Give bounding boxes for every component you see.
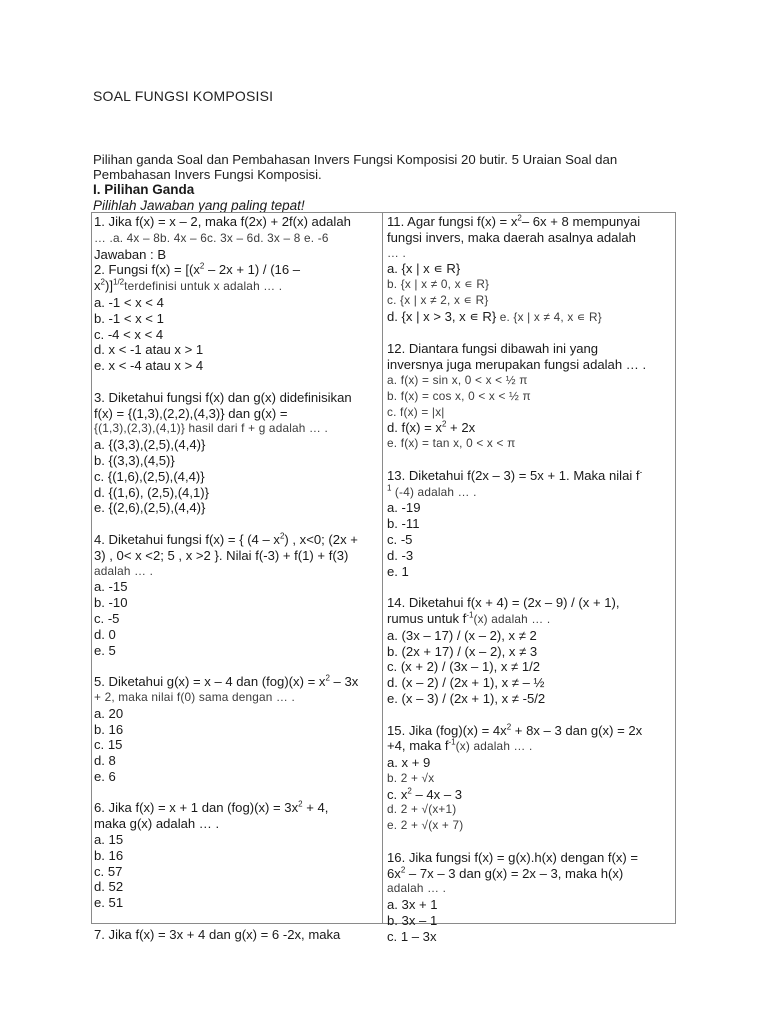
option-e: e. 51 <box>94 895 124 911</box>
option-b: b. -11 <box>387 516 420 532</box>
question-text: maka g(x) adalah … . <box>94 816 220 832</box>
question-text: adalah … . <box>387 881 447 896</box>
option-a: a. -15 <box>94 579 128 595</box>
question-text: 13. Diketahui f(2x – 3) = 5x + 1. Maka nilai f- <box>387 467 643 483</box>
answer-key: Jawaban : B <box>94 246 167 262</box>
option-a: a. 20 <box>94 705 124 721</box>
option-a: a. {(3,3),(2,5),(4,4)} <box>94 437 206 453</box>
question-text: 5. Diketahui g(x) = x – 4 dan $(fog)(x) = x^2 - 3x$ <box>94 673 359 690</box>
option-c: c. {x | x ≠ 2, x ∊ R} <box>387 292 489 307</box>
question-text: +4, maka $f^{-1}(x)$ adalah … . <box>387 737 533 754</box>
option-e: e. 1 <box>387 563 409 579</box>
option-d: d. 0 <box>94 626 116 642</box>
question-text: 7. Jika f(x) = 3x + 4 dan g(x) = 6 -2x, maka <box>94 926 341 942</box>
option-a: a. x + 9 <box>387 755 431 771</box>
intro-paragraph: Pilihan ganda Soal dan Pembahasan Invers Fungsi Komposisi 20 butir. 5 Uraian Soal dan Pembahasan Invers Fungsi Komposisi. <box>93 152 618 182</box>
question-13 <box>387 468 673 580</box>
option-b: b. f(x) = cos x, 0 < x < ½ π <box>387 388 531 403</box>
option-d: d. 52 <box>94 879 124 895</box>
document-title: SOAL FUNGSI KOMPOSISI <box>93 88 274 104</box>
option-b: b. -10 <box>94 595 128 611</box>
option-b: b. {(3,3),(4,5)} <box>94 452 175 468</box>
option-a: a. f(x) = sin x, 0 < x < ½ π <box>387 372 528 387</box>
question-text: … . <box>387 245 406 260</box>
option-d-e: d. {x | x > 3, x ∊ R} e. {x | x ≠ 4, x ∊ R} <box>387 308 602 324</box>
option-d: d. -3 <box>387 547 414 563</box>
option-e: e. (x – 3) / (2x + 1), x ≠ -5/2 <box>387 690 546 706</box>
option-e: e. f(x) = tan x, 0 < x < π <box>387 436 516 451</box>
question-text: adalah … . <box>94 563 154 578</box>
option-d: d. 8 <box>94 753 116 769</box>
question-11 <box>387 214 673 326</box>
question-15 <box>387 723 673 835</box>
option-c: c. 1 – 3x <box>387 928 437 944</box>
question-text: 15. Jika $(fog)(x) = 4x^2 + 8x - 3$ dan g(x) = 2x <box>387 722 643 738</box>
option-b: b. (2x + 17) / (x – 2), x ≠ 3 <box>387 643 538 659</box>
question-text: 12. Diantara fungsi dibawah ini yang <box>387 341 599 357</box>
question-text: 16. Jika fungsi f(x) = g(x).h(x) dengan f(x) = <box>387 849 639 865</box>
option-d: d. (x – 2) / (2x + 1), x ≠ – ½ <box>387 675 545 691</box>
question-text: 11. Agar fungsi $f(x) = x^2-$ 6x + 8 mempunyai <box>387 213 641 229</box>
option-a: a. 15 <box>94 832 124 848</box>
option-e: e. 2 + √(x + 7) <box>387 818 464 833</box>
question-1 <box>94 214 379 262</box>
option-b: b. 16 <box>94 721 124 737</box>
option-b: b. 2 + √x <box>387 770 435 785</box>
right-column <box>387 214 673 960</box>
question-text: + 2, maka nilai f(0) sama dengan … . <box>94 689 295 704</box>
question-4 <box>94 532 379 658</box>
option-c: c. 15 <box>94 737 123 753</box>
option-b: b. -1 < x < 1 <box>94 310 164 326</box>
question-text: 14. Diketahui f(x + 4) = (2x – 9) / (x + 1), <box>387 595 620 611</box>
question-text: f(x) = {(1,3),(2,2),(4,3)} dan g(x) = <box>94 405 288 421</box>
instruction-text: Pilihlah Jawaban yang paling tepat! <box>93 198 305 213</box>
question-text: 4. Diketahui fungsi f(x) = { $(4 - x^2)$ , x<0; (2x + <box>94 531 358 547</box>
question-14 <box>387 595 673 707</box>
question-text: $x^2)]^{1/2}terdefinisi$ untuk x adalah … . <box>94 277 283 294</box>
question-3 <box>94 390 379 516</box>
question-6 <box>94 800 379 911</box>
question-text: inversnya juga merupakan fungsi adalah … . <box>387 357 647 373</box>
question-text: 6. Jika f(x) = x + 1 dan $(fog)(x) = 3x^2 + 4$, <box>94 800 329 816</box>
question-text: 3) , 0< x <2; 5 , x >2 }. Nilai f(-3) + f(1) + f(3) <box>94 547 349 563</box>
question-text: 3. Diketahui fungsi f(x) dan g(x) didefinisikan <box>94 389 352 405</box>
option-a: a. -1 < x < 4 <box>94 294 164 310</box>
option-c: c. (x + 2) / (3x – 1), x ≠ 1/2 <box>387 659 541 675</box>
option-e: e. {(2,6),(2,5),(4,4)} <box>94 500 206 516</box>
option-d: d. {(1,6), (2,5),(4,1)} <box>94 484 209 500</box>
question-5 <box>94 674 379 785</box>
questions-table <box>91 212 676 944</box>
option-c: c. {(1,6),(2,5),(4,4)} <box>94 468 205 484</box>
question-text: 1. Jika f(x) = x – 2, maka f(2x) + 2f(x) adalah <box>94 214 351 229</box>
option-b: b. {x | x ≠ 0, x ∊ R} <box>387 277 490 292</box>
left-column <box>94 214 379 958</box>
section-heading: I. Pilihan Ganda <box>93 182 195 197</box>
option-c: c. f(x) = |x| <box>387 404 445 419</box>
question-text: 2. Fungsi $f(x) = [(x^2 - 2x + 1) / (16$ – <box>94 262 301 278</box>
option-d: d. x < -1 atau x > 1 <box>94 342 204 358</box>
answer-options-inline: … .a. 4x – 8b. 4x – 6c. 3x – 6d. 3x – 8 e. -6 <box>94 230 329 245</box>
option-d: d. $f(x) = x^2 + 2x$ <box>387 420 476 436</box>
question-text: {(1,3),(2,3),(4,1)} hasil dari f + g adalah … . <box>94 421 328 436</box>
option-c: c. -4 < x < 4 <box>94 326 164 342</box>
option-c: c. 57 <box>94 863 123 879</box>
option-a: a. {x | x ∊ R} <box>387 261 461 277</box>
option-e: e. x < -4 atau x > 4 <box>94 358 204 374</box>
option-c: c. -5 <box>94 610 120 626</box>
question-text: $^1$ (-4) adalah … . <box>387 483 477 499</box>
question-12 <box>387 341 673 452</box>
option-c: c. -5 <box>387 531 413 547</box>
option-e: e. 5 <box>94 642 116 658</box>
option-b: b. 16 <box>94 847 124 863</box>
question-2 <box>94 262 379 374</box>
option-a: a. (3x – 17) / (x – 2), x ≠ 2 <box>387 627 537 643</box>
option-a: a. 3x + 1 <box>387 897 438 913</box>
question-7 <box>94 927 379 943</box>
option-d: d. 2 + √(x+1) <box>387 802 457 817</box>
option-c: c. $x^2 - 4x - 3$ <box>387 786 463 802</box>
column-divider <box>382 213 383 923</box>
option-b: b. 3x – 1 <box>387 913 438 929</box>
question-text: rumus untuk $f^{-1}(x)$ adalah … . <box>387 610 551 626</box>
question-16 <box>387 850 673 945</box>
option-e: e. 6 <box>94 768 116 784</box>
option-a: a. -19 <box>387 500 421 516</box>
question-text: fungsi invers, maka daerah asalnya adalah <box>387 229 636 245</box>
question-text: $6x^2 - 7x - 3$ dan g(x) = 2x – 3, maka h(x) <box>387 865 624 881</box>
